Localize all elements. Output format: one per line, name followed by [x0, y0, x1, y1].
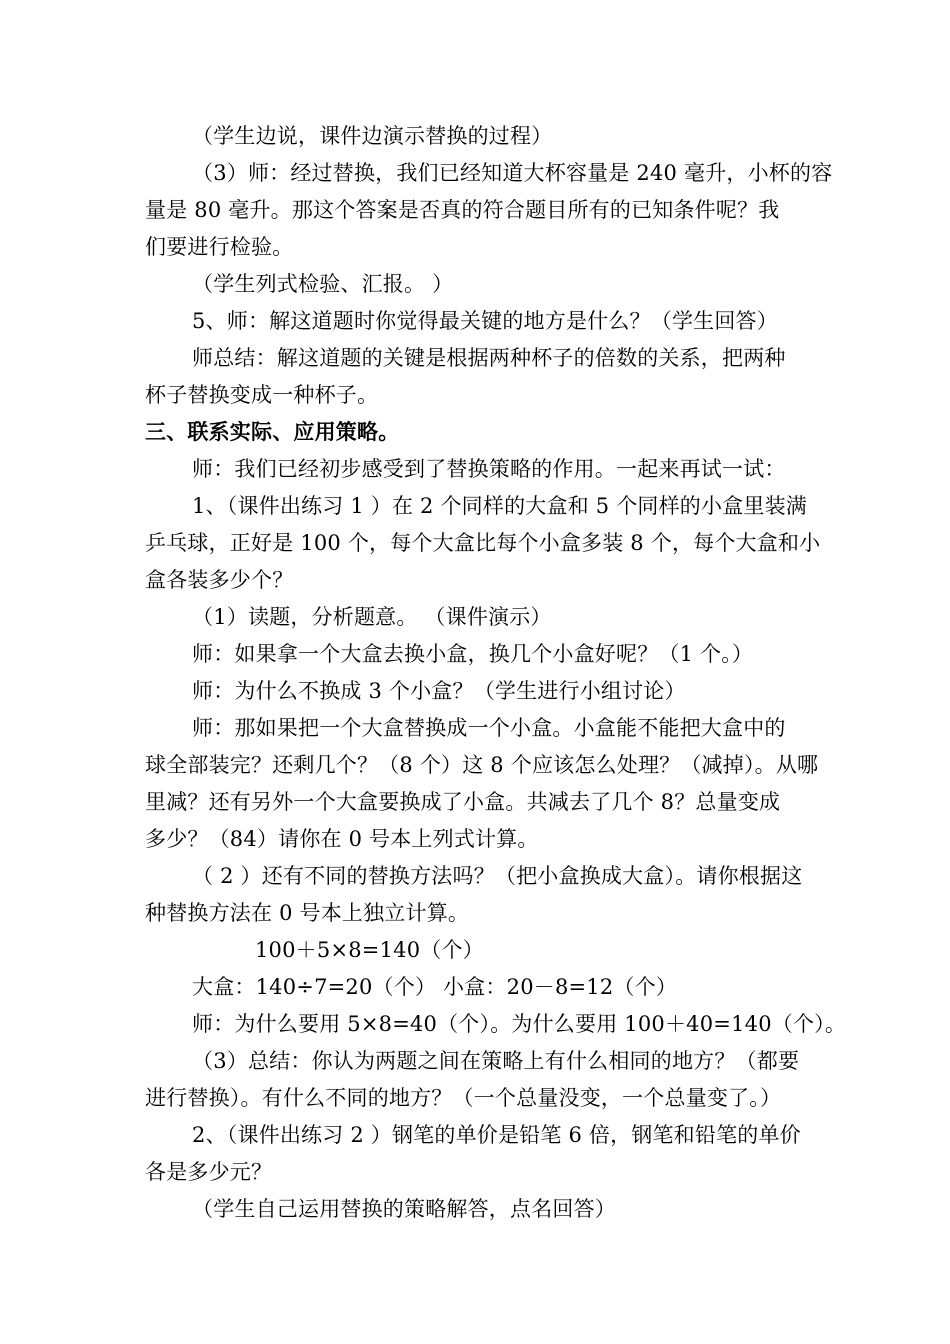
- text-line: 进行替换）。有什么不同的地方？（一个总量没变，一个总量变了。）: [145, 1086, 782, 1110]
- text-line: （ 2 ）还有不同的替换方法吗？（把小盒换成大盒）。请你根据这: [192, 864, 803, 888]
- text-line: （1）读题，分析题意。 （课件演示）: [192, 605, 552, 629]
- text-line: 2、（课件出练习 2 ）钢笔的单价是铅笔 6 倍，钢笔和铅笔的单价: [192, 1123, 801, 1147]
- equation-line: 大盒：140÷7=20（个） 小盒：20－8=12（个）: [192, 975, 678, 999]
- section-heading: 三、联系实际、应用策略。: [145, 419, 400, 444]
- text-line: 师：为什么不换成 3 个小盒？（学生进行小组讨论）: [192, 679, 686, 703]
- text-line: 师：如果拿一个大盒去换小盒，换几个小盒好呢？（1 个。）: [192, 642, 754, 666]
- text-line: 杯子替换变成一种杯子。: [145, 383, 379, 407]
- text-line: 师：为什么要用 5×8=40（个）。为什么要用 100＋40=140（个）。: [192, 1012, 847, 1036]
- text-line: 师：我们已经初步感受到了替换策略的作用。一起来再试一试：: [192, 457, 786, 481]
- text-line: 多少？（84）请你在 0 号本上列式计算。: [145, 827, 539, 851]
- text-line: 种替换方法在 0 号本上独立计算。: [145, 901, 470, 925]
- text-line: 量是 80 毫升。那这个答案是否真的符合题目所有的已知条件呢？我: [145, 198, 780, 222]
- text-line: 1、（课件出练习 1 ）在 2 个同样的大盒和 5 个同样的小盒里装满: [192, 494, 807, 518]
- text-line: （学生自己运用替换的策略解答，点名回答）: [192, 1197, 616, 1221]
- text-line: 各是多少元？: [145, 1160, 273, 1184]
- text-line: 们要进行检验。: [145, 235, 294, 259]
- text-line: 盒各装多少个？: [145, 568, 294, 592]
- text-line: 球全部装完？还剩几个？（8 个）这 8 个应该怎么处理？（减掉）。从哪: [145, 753, 819, 777]
- text-line: （3）总结：你认为两题之间在策略上有什么相同的地方？（都要: [192, 1049, 800, 1073]
- text-line: （学生列式检验、汇报。 ）: [192, 272, 454, 296]
- text-line: 乒乓球，正好是 100 个，每个大盒比每个小盒多装 8 个，每个大盒和小: [145, 531, 821, 555]
- text-line: （学生边说，课件边演示替换的过程）: [192, 124, 553, 148]
- text-line: 5、师：解这道题时你觉得最关键的地方是什么？（学生回答）: [192, 309, 778, 333]
- text-line: 里减？还有另外一个大盒要换成了小盒。共减去了几个 8？总量变成: [145, 790, 781, 814]
- text-line: 师：那如果把一个大盒替换成一个小盒。小盒能不能把大盒中的: [192, 716, 786, 740]
- equation-line: 100＋5×8=140（个）: [255, 938, 484, 962]
- text-line: 师总结：解这道题的关键是根据两种杯子的倍数的关系，把两种: [192, 346, 786, 370]
- text-line: （3）师：经过替换，我们已经知道大杯容量是 240 毫升，小杯的容: [192, 161, 833, 185]
